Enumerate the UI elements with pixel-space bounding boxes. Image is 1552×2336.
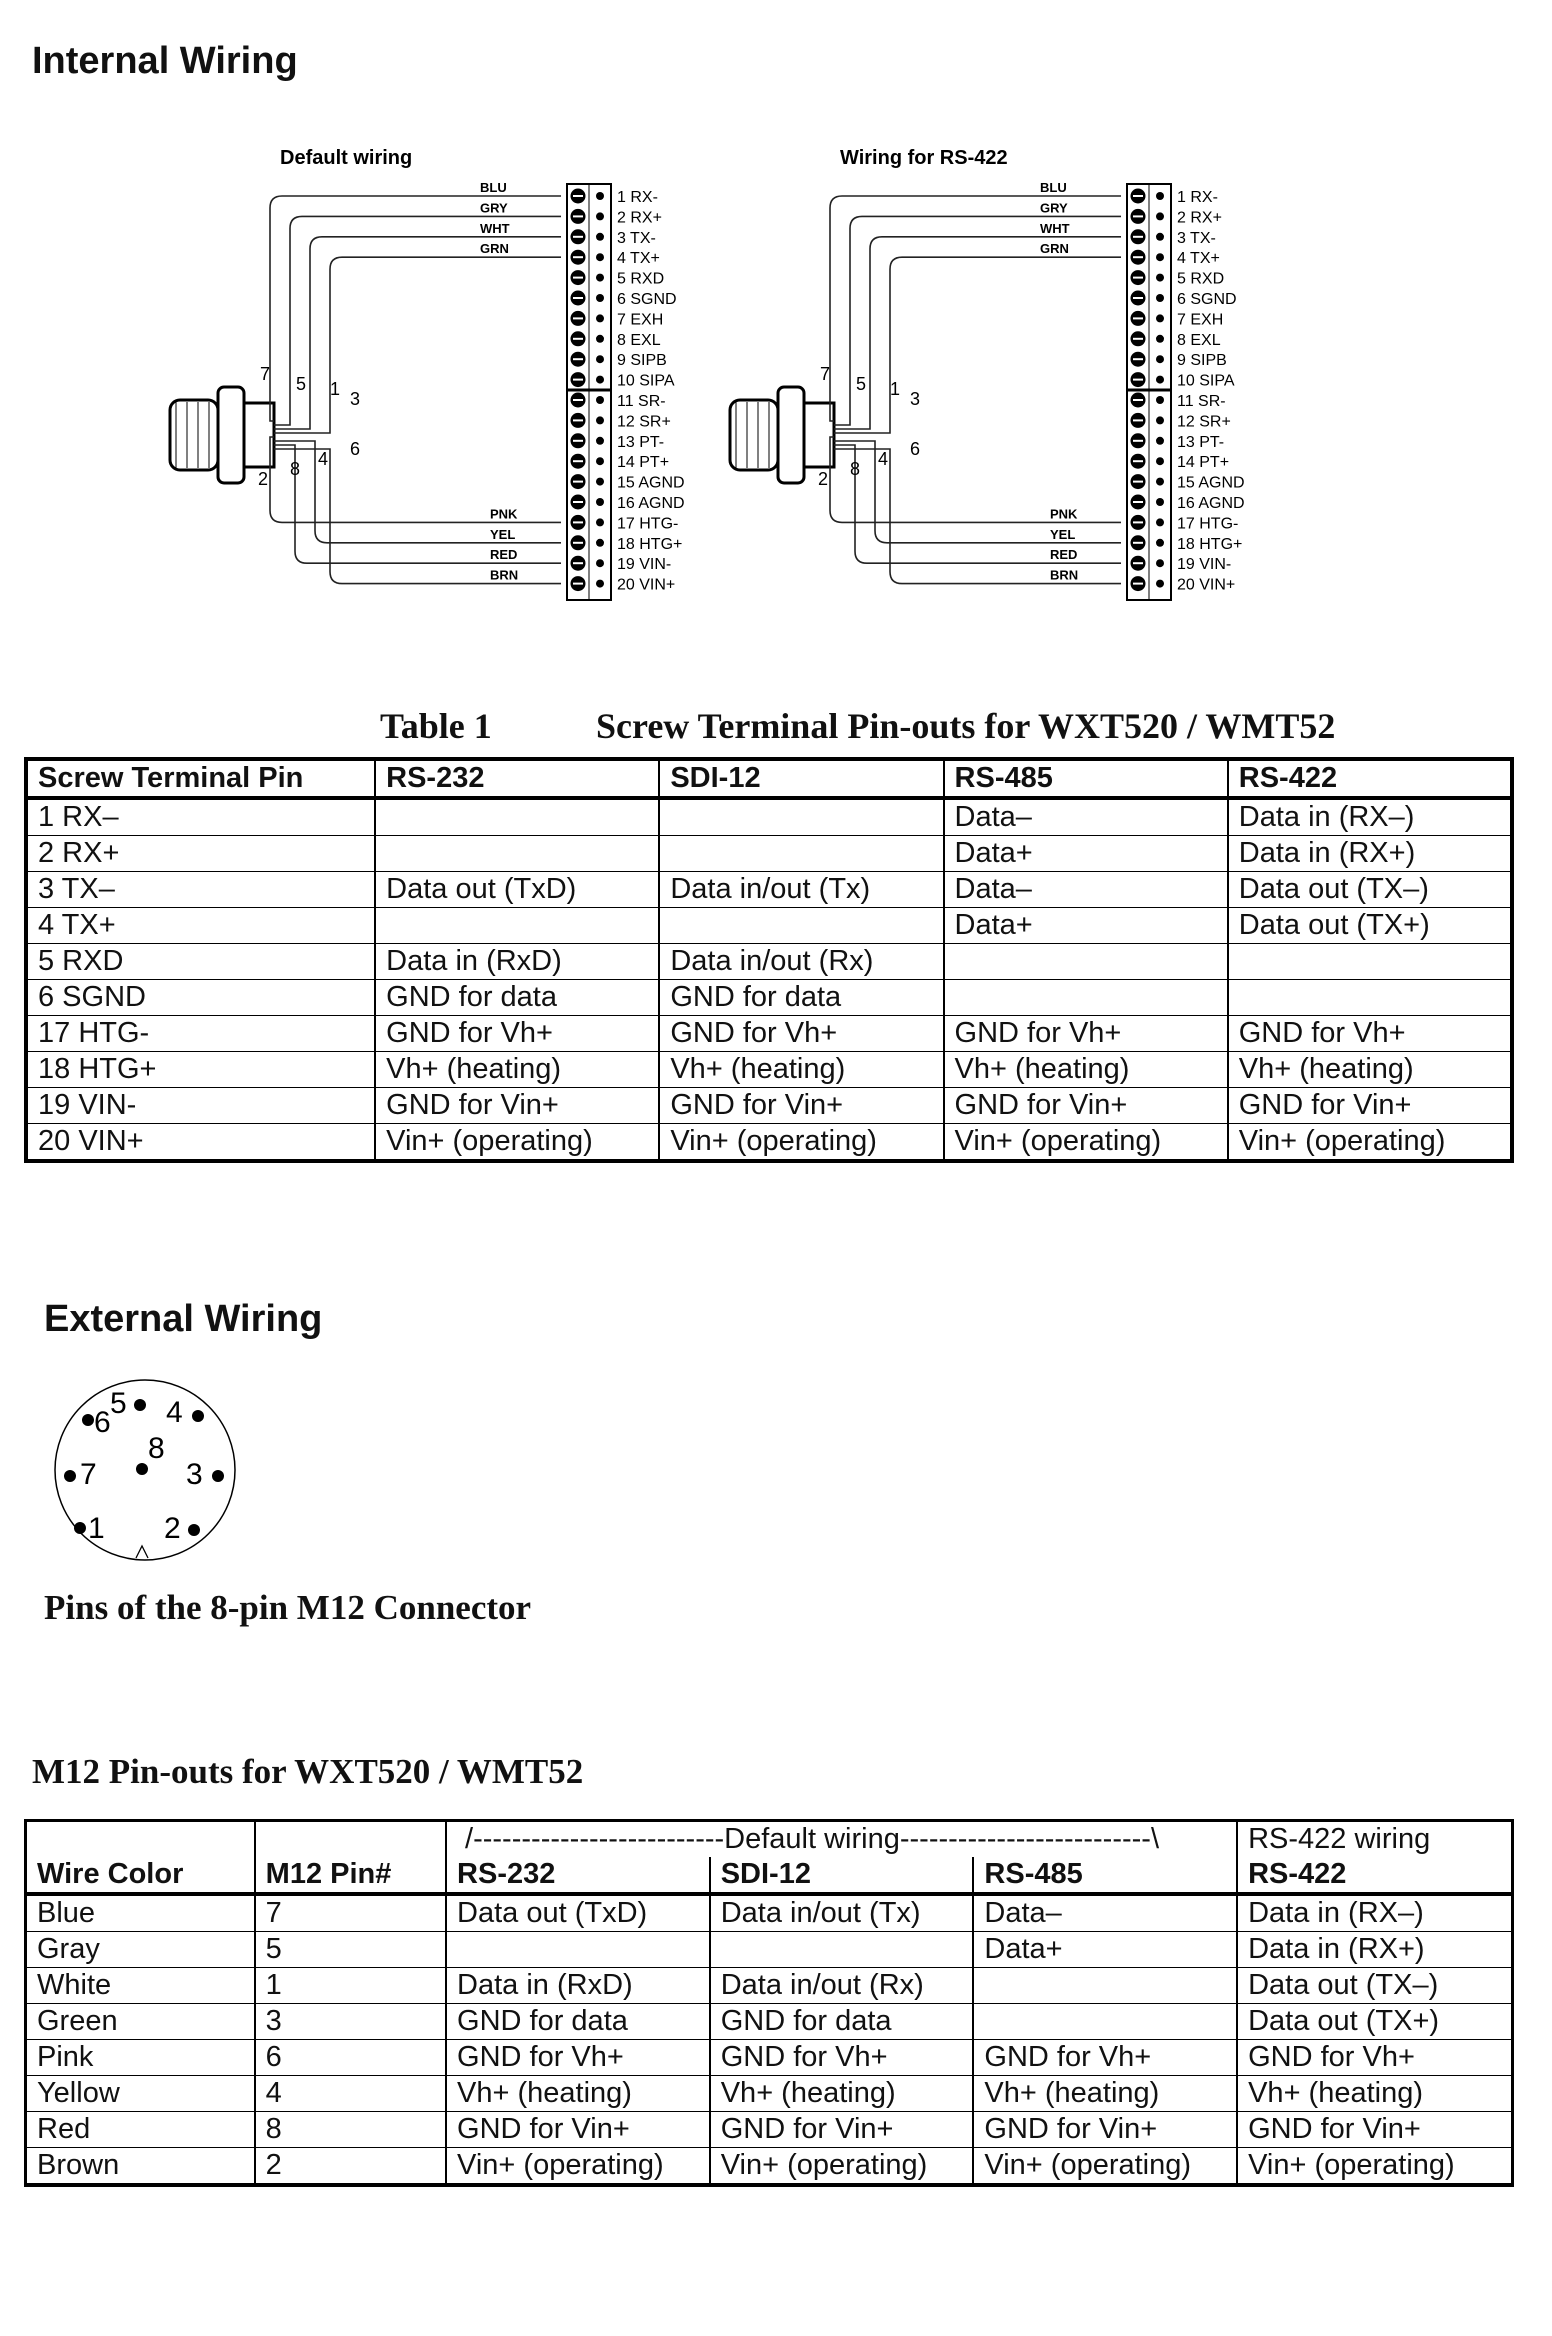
terminal-contact: [596, 294, 604, 302]
table-row: [26, 798, 1512, 836]
terminal-label: 5 RXD: [1177, 270, 1225, 288]
table-cell: [973, 1968, 1237, 2004]
terminal-label: 3 TX-: [1177, 229, 1216, 247]
table-cell: Data in (RX+): [1228, 836, 1512, 872]
wire-color-label: YEL: [490, 526, 516, 542]
table-cell: GND for Vin+: [1237, 2112, 1512, 2148]
table-cell: 2 RX+: [26, 836, 375, 872]
table-cell: 4 TX+: [26, 908, 375, 944]
connector-pin-number: 6: [910, 439, 921, 459]
wire-color-label: BRN: [1050, 567, 1079, 583]
terminal-label: 3 TX-: [617, 229, 656, 247]
connector-pin-number: 7: [260, 364, 271, 384]
default-wiring-diagram: [170, 147, 685, 600]
table-row: [26, 944, 1512, 980]
table-cell: Pink: [26, 2040, 255, 2076]
table-cell: GND for Vin+: [375, 1088, 659, 1124]
terminal-label: 15 AGND: [617, 474, 685, 492]
table-cell: 3: [255, 2004, 446, 2040]
table-cell: Blue: [26, 1894, 255, 1932]
table-cell: 6: [255, 2040, 446, 2076]
wire-color-label: BLU: [480, 180, 507, 195]
terminal-label: 20 VIN+: [617, 576, 676, 594]
terminal-label: 4 TX+: [617, 250, 660, 268]
table-cell: [375, 798, 659, 836]
table-cell: [375, 908, 659, 944]
connector-pin-number: 3: [910, 389, 921, 409]
connector-pin-label: 5: [110, 1387, 127, 1420]
table-row: [26, 908, 1512, 944]
connector-pin-label: 1: [88, 1512, 105, 1545]
table1-header-cell: RS-485: [944, 759, 1228, 798]
table-row: [26, 2112, 1513, 2148]
table-cell: GND for Vh+: [1237, 2040, 1512, 2076]
rs422-wiring-diagram: [730, 147, 1245, 600]
wire: [834, 237, 1121, 429]
terminal-contact: [1156, 457, 1164, 465]
table-cell: GND for Vh+: [944, 1016, 1228, 1052]
terminal-label: 10 SIPA: [617, 372, 675, 390]
wire: [270, 196, 561, 421]
terminal-label: 12 SR+: [617, 413, 671, 431]
connector-pin-number: 5: [856, 374, 867, 394]
terminal-label: 19 VIN-: [617, 556, 672, 574]
terminal-label: 11 SR-: [1177, 393, 1226, 410]
terminal-label: 11 SR-: [617, 393, 666, 410]
terminal-label: 7 EXH: [1177, 311, 1224, 329]
table-cell: GND for Vh+: [446, 2040, 710, 2076]
connector-pin-number: 1: [330, 379, 341, 399]
terminal-label: 13 PT-: [1177, 433, 1225, 451]
diagram-title: Default wiring: [280, 147, 413, 169]
connector-pin-dot: [74, 1522, 86, 1534]
table1-header-row: [26, 759, 1512, 798]
table-cell: GND for Vh+: [375, 1016, 659, 1052]
table-cell: GND for Vin+: [710, 2112, 974, 2148]
table1-header-cell: RS-232: [375, 759, 659, 798]
table-cell: Vin+ (operating): [973, 2148, 1237, 2186]
connector-pin-number: 6: [350, 439, 361, 459]
wire-color-label: GRN: [1040, 241, 1069, 257]
table2-header-cell: SDI-12: [710, 1857, 974, 1894]
table-cell: Data out (TxD): [375, 872, 659, 908]
terminal-contact: [1156, 478, 1164, 486]
table-cell: [446, 1932, 710, 1968]
table-cell: Vin+ (operating): [710, 2148, 974, 2186]
table-row: [26, 2148, 1513, 2186]
diagram-title: Wiring for RS-422: [840, 147, 1008, 169]
terminal-contact: [1156, 396, 1164, 404]
terminal-contact: [596, 416, 604, 424]
table-cell: [973, 2004, 1237, 2040]
m12-connector-diagram: [40, 1370, 250, 1570]
table-cell: Vh+ (heating): [973, 2076, 1237, 2112]
table2-header-cell: RS-422: [1237, 1857, 1512, 1894]
table-cell: Data–: [973, 1894, 1237, 1932]
table-cell: 1: [255, 1968, 446, 2004]
terminal-label: 20 VIN+: [1177, 576, 1236, 594]
terminal-label: 6 SGND: [1177, 291, 1237, 308]
terminal-contact: [1156, 274, 1164, 282]
table-cell: 4: [255, 2076, 446, 2112]
terminal-contact: [596, 396, 604, 404]
internal-wiring-diagrams: [0, 130, 1552, 620]
table-cell: [944, 980, 1228, 1016]
table-cell: Data out (TX–): [1228, 872, 1512, 908]
terminal-label: 7 EXH: [617, 311, 664, 329]
table-cell: GND for Vh+: [710, 2040, 974, 2076]
table-cell: [944, 944, 1228, 980]
table-cell: Data in (RX–): [1228, 798, 1512, 836]
connector-pin-label: 7: [80, 1458, 97, 1491]
table-cell: 7: [255, 1894, 446, 1932]
terminal-contact: [596, 314, 604, 322]
connector-pin-label: 3: [186, 1458, 203, 1491]
table-cell: Data in (RX+): [1237, 1932, 1512, 1968]
table-cell: Vin+ (operating): [659, 1124, 943, 1162]
terminal-label: 18 HTG+: [617, 535, 683, 553]
wire-color-label: PNK: [1050, 506, 1078, 522]
terminal-label: 13 PT-: [617, 433, 665, 451]
wire-color-label: BLU: [1040, 180, 1067, 195]
table-cell: GND for Vh+: [1228, 1016, 1512, 1052]
table1-header-cell: Screw Terminal Pin: [26, 759, 375, 798]
terminal-label: 14 PT+: [617, 454, 670, 472]
table-cell: GND for Vh+: [659, 1016, 943, 1052]
terminal-contact: [596, 437, 604, 445]
table-cell: GND for Vin+: [944, 1088, 1228, 1124]
table-cell: GND for Vin+: [659, 1088, 943, 1124]
terminal-contact: [596, 212, 604, 220]
terminal-contact: [1156, 518, 1164, 526]
connector-pin-label: 8: [148, 1432, 165, 1465]
table-cell: Data in/out (Tx): [659, 872, 943, 908]
terminal-contact: [596, 457, 604, 465]
terminal-label: 16 AGND: [617, 495, 685, 512]
connector-pin-number: 4: [878, 449, 889, 469]
table-cell: 20 VIN+: [26, 1124, 375, 1162]
table-cell: [710, 1932, 974, 1968]
connector-pin-label: 4: [166, 1396, 183, 1429]
table-row: [26, 1016, 1512, 1052]
wire-color-label: BRN: [490, 567, 519, 583]
terminal-contact: [596, 559, 604, 567]
connector-pin-number: 1: [890, 379, 901, 399]
connector-body: [730, 400, 778, 470]
table-cell: Data in/out (Tx): [710, 1894, 974, 1932]
terminal-label: 12 SR+: [1177, 413, 1231, 431]
terminal-contact: [596, 478, 604, 486]
table-row: [26, 872, 1512, 908]
terminal-contact: [1156, 335, 1164, 343]
wire: [274, 237, 561, 429]
terminal-label: 18 HTG+: [1177, 535, 1243, 553]
table-cell: Vh+ (heating): [375, 1052, 659, 1088]
table-cell: Vh+ (heating): [659, 1052, 943, 1088]
terminal-label: 10 SIPA: [1177, 372, 1235, 390]
terminal-contact: [1156, 580, 1164, 588]
connector-pin-number: 7: [820, 364, 831, 384]
table-cell: GND for Vin+: [1228, 1088, 1512, 1124]
m12-pinout-table: [24, 1819, 1514, 2187]
table-cell: Vin+ (operating): [446, 2148, 710, 2186]
terminal-contact: [596, 498, 604, 506]
terminal-label: 2 RX+: [1177, 209, 1222, 227]
table-cell: Vh+ (heating): [944, 1052, 1228, 1088]
terminal-contact: [596, 335, 604, 343]
group-default-wiring: /--------------------------Default wiring--------------------------\: [446, 1821, 1237, 1858]
group-spacer: [255, 1821, 446, 1858]
table-cell: Vin+ (operating): [375, 1124, 659, 1162]
terminal-contact: [596, 274, 604, 282]
table1-number: Table 1: [380, 706, 492, 746]
terminal-contact: [596, 580, 604, 588]
table-cell: 8: [255, 2112, 446, 2148]
wire: [274, 216, 561, 425]
table-row: [26, 1932, 1513, 1968]
terminal-contact: [1156, 212, 1164, 220]
table-cell: 18 HTG+: [26, 1052, 375, 1088]
table-cell: 3 TX–: [26, 872, 375, 908]
table-cell: 17 HTG-: [26, 1016, 375, 1052]
terminal-label: 19 VIN-: [1177, 556, 1232, 574]
table-cell: White: [26, 1968, 255, 2004]
terminal-label: 1 RX-: [1177, 189, 1218, 206]
table-cell: [659, 908, 943, 944]
table-cell: 1 RX–: [26, 798, 375, 836]
table-cell: Data in (RxD): [375, 944, 659, 980]
terminal-label: 8 EXL: [1177, 331, 1221, 349]
table-cell: Vh+ (heating): [1237, 2076, 1512, 2112]
wire-color-label: RED: [1050, 547, 1078, 563]
table-cell: Vh+ (heating): [710, 2076, 974, 2112]
wire-color-label: RED: [490, 547, 518, 563]
wire-color-label: GRY: [1040, 200, 1068, 216]
table2-header-cell: Wire Color: [26, 1857, 255, 1894]
table-cell: Data+: [944, 908, 1228, 944]
terminal-label: 16 AGND: [1177, 495, 1245, 512]
terminal-label: 8 EXL: [617, 331, 661, 349]
terminal-contact: [1156, 559, 1164, 567]
table2-body: [26, 1894, 1513, 2185]
terminal-contact: [1156, 192, 1164, 200]
connector-pin-dot: [82, 1414, 94, 1426]
table-cell: GND for Vin+: [973, 2112, 1237, 2148]
table1-header-cell: RS-422: [1228, 759, 1512, 798]
table-cell: Data–: [944, 872, 1228, 908]
wire-color-label: WHT: [1040, 220, 1070, 236]
table-cell: Green: [26, 2004, 255, 2040]
table-cell: GND for data: [659, 980, 943, 1016]
table-row: [26, 2004, 1513, 2040]
table-cell: Gray: [26, 1932, 255, 1968]
connector-pin-label: 2: [164, 1512, 181, 1545]
table-cell: 2: [255, 2148, 446, 2186]
table-row: [26, 1088, 1512, 1124]
table1-header-cell: SDI-12: [659, 759, 943, 798]
table-cell: Data+: [944, 836, 1228, 872]
connector-nut: [218, 387, 244, 483]
table-cell: 6 SGND: [26, 980, 375, 1016]
table1-title: Screw Terminal Pin-outs for WXT520 / WMT52: [596, 706, 1336, 746]
connector-body: [170, 400, 218, 470]
terminal-label: 4 TX+: [1177, 250, 1220, 268]
table-cell: [1228, 944, 1512, 980]
table-cell: Data out (TX+): [1228, 908, 1512, 944]
table-cell: Data in/out (Rx): [659, 944, 943, 980]
wire: [834, 216, 1121, 425]
table-cell: GND for Vh+: [973, 2040, 1237, 2076]
table-cell: Red: [26, 2112, 255, 2148]
table2-group-row: [26, 1821, 1513, 1858]
terminal-contact: [1156, 376, 1164, 384]
terminal-contact: [596, 233, 604, 241]
terminal-label: 6 SGND: [617, 291, 677, 308]
terminal-contact: [1156, 355, 1164, 363]
internal-wiring-heading: Internal Wiring: [32, 40, 298, 82]
table-row: [26, 980, 1512, 1016]
connector-caption: Pins of the 8-pin M12 Connector: [44, 1588, 532, 1627]
table-cell: GND for Vin+: [446, 2112, 710, 2148]
connector-pin-number: 5: [296, 374, 307, 394]
group-rs422-wiring: RS-422 wiring: [1237, 1821, 1512, 1858]
table-cell: Data in (RX–): [1237, 1894, 1512, 1932]
terminal-label: 17 HTG-: [617, 515, 679, 533]
connector-pin-dot: [134, 1399, 146, 1411]
terminal-contact: [596, 518, 604, 526]
table-cell: Data–: [944, 798, 1228, 836]
screw-terminal-table: [24, 757, 1514, 1163]
table-row: [26, 2076, 1513, 2112]
terminal-contact: [1156, 437, 1164, 445]
wire: [830, 196, 1121, 421]
table-cell: Vin+ (operating): [944, 1124, 1228, 1162]
table-row: [26, 836, 1512, 872]
terminal-contact: [1156, 539, 1164, 547]
terminal-label: 14 PT+: [1177, 454, 1230, 472]
terminal-contact: [596, 376, 604, 384]
connector-pin-dot: [136, 1463, 148, 1475]
table-cell: 5: [255, 1932, 446, 1968]
connector-pin-dot: [212, 1470, 224, 1482]
terminal-contact: [1156, 253, 1164, 261]
connector-pin-number: 4: [318, 449, 329, 469]
table-cell: [1228, 980, 1512, 1016]
terminal-contact: [596, 192, 604, 200]
table-cell: [659, 798, 943, 836]
table-cell: Vh+ (heating): [446, 2076, 710, 2112]
wire-color-label: YEL: [1050, 526, 1076, 542]
table-cell: Vh+ (heating): [1228, 1052, 1512, 1088]
wire: [274, 257, 561, 433]
terminal-contact: [596, 539, 604, 547]
table2-header-cell: RS-232: [446, 1857, 710, 1894]
table-cell: Data+: [973, 1932, 1237, 1968]
wire-color-label: GRN: [480, 241, 509, 257]
table-cell: Brown: [26, 2148, 255, 2186]
terminal-contact: [1156, 498, 1164, 506]
connector-nut: [778, 387, 804, 483]
terminal-contact: [596, 253, 604, 261]
table-cell: 5 RXD: [26, 944, 375, 980]
terminal-contact: [1156, 314, 1164, 322]
connector-pin-number: 2: [258, 469, 269, 489]
table-cell: Data in (RxD): [446, 1968, 710, 2004]
table-cell: Data out (TxD): [446, 1894, 710, 1932]
connector-pin-dot: [188, 1524, 200, 1536]
terminal-label: 5 RXD: [617, 270, 665, 288]
group-spacer: [26, 1821, 255, 1858]
terminal-label: 1 RX-: [617, 189, 658, 206]
table-cell: GND for data: [710, 2004, 974, 2040]
table-cell: Vin+ (operating): [1237, 2148, 1512, 2186]
terminal-label: 17 HTG-: [1177, 515, 1239, 533]
connector-pin-number: 8: [290, 459, 301, 479]
table2-header-cell: RS-485: [973, 1857, 1237, 1894]
connector-pin-number: 2: [818, 469, 829, 489]
terminal-contact: [1156, 233, 1164, 241]
wire-color-label: WHT: [480, 220, 510, 236]
table1-body: [26, 798, 1512, 1161]
table-cell: Data in/out (Rx): [710, 1968, 974, 2004]
connector-pin-dot: [64, 1470, 76, 1482]
table2-header-cell: M12 Pin#: [255, 1857, 446, 1894]
table-cell: Data out (TX+): [1237, 2004, 1512, 2040]
connector-pin-dot: [192, 1410, 204, 1422]
table2-header-row: [26, 1857, 1513, 1894]
table-cell: Vin+ (operating): [1228, 1124, 1512, 1162]
wire: [834, 257, 1121, 433]
terminal-label: 2 RX+: [617, 209, 662, 227]
table-cell: 19 VIN-: [26, 1088, 375, 1124]
wire-color-label: PNK: [490, 506, 518, 522]
connector-pin-number: 3: [350, 389, 361, 409]
table-cell: Yellow: [26, 2076, 255, 2112]
table-row: [26, 1968, 1513, 2004]
table-row: [26, 1124, 1512, 1162]
table-cell: [375, 836, 659, 872]
table-cell: GND for data: [446, 2004, 710, 2040]
terminal-contact: [1156, 416, 1164, 424]
table-cell: GND for data: [375, 980, 659, 1016]
terminal-contact: [596, 355, 604, 363]
terminal-label: 15 AGND: [1177, 474, 1245, 492]
external-wiring-heading: External Wiring: [44, 1298, 323, 1340]
table-cell: [659, 836, 943, 872]
table2-title: M12 Pin-outs for WXT520 / WMT52: [32, 1752, 584, 1791]
terminal-label: 9 SIPB: [1177, 352, 1227, 370]
wire-color-label: GRY: [480, 200, 508, 216]
table-row: [26, 1894, 1513, 1932]
table-row: [26, 1052, 1512, 1088]
terminal-contact: [1156, 294, 1164, 302]
connector-pin-number: 8: [850, 459, 861, 479]
table-cell: Data out (TX–): [1237, 1968, 1512, 2004]
connector-pin-label: 6: [94, 1406, 111, 1439]
table-row: [26, 2040, 1513, 2076]
terminal-label: 9 SIPB: [617, 352, 667, 370]
